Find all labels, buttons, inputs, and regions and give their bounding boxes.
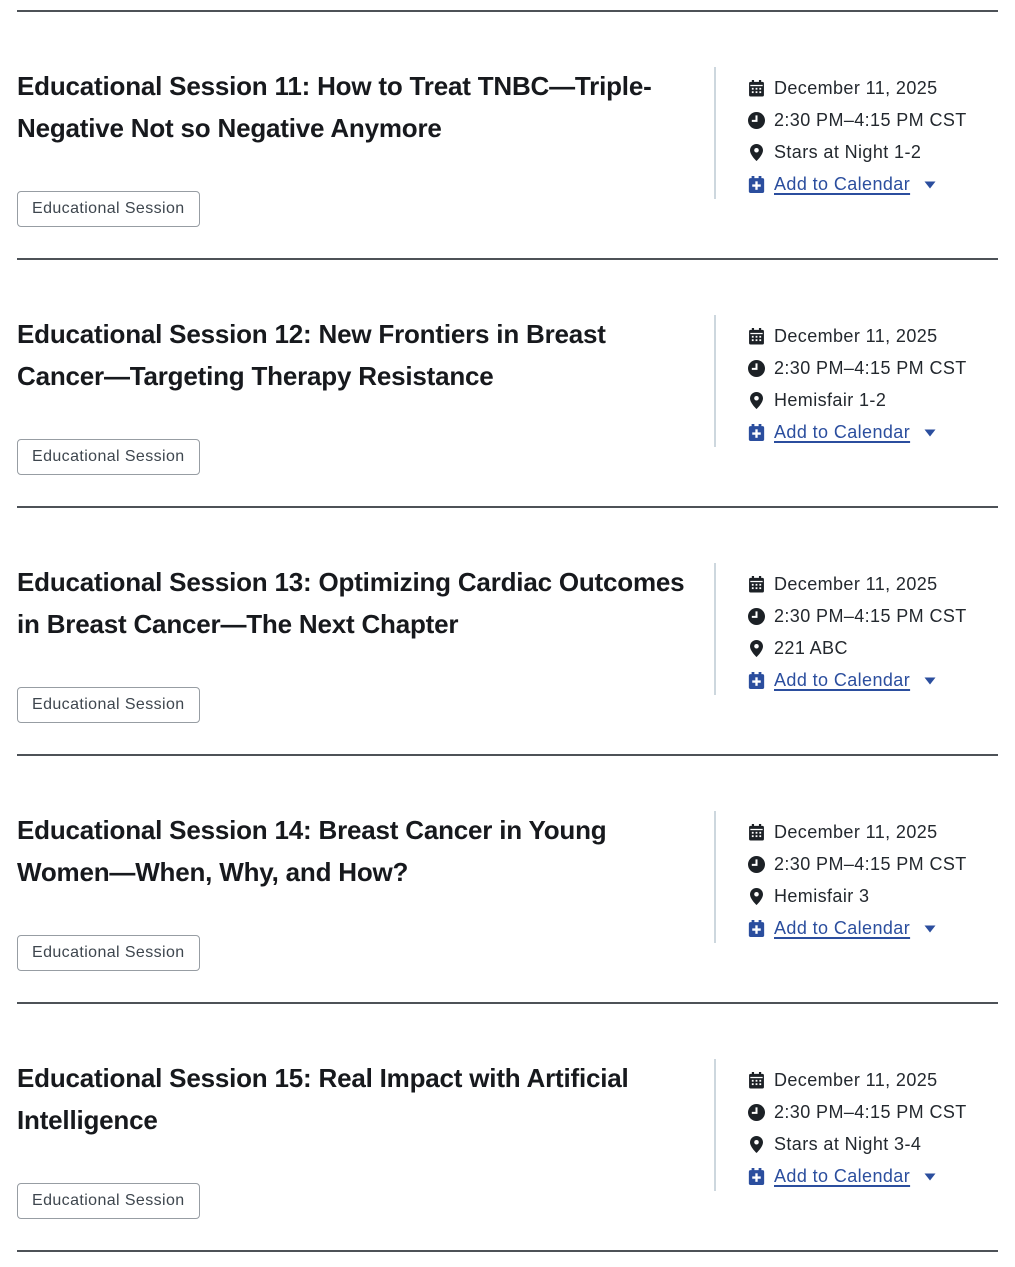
session-meta: [714, 315, 967, 447]
session-location: Hemisfair 1-2: [774, 389, 887, 410]
session-title[interactable]: Educational Session 14: Breast Cancer in Young Women—When, Why, and How?: [17, 815, 607, 887]
session-card: [17, 756, 998, 1002]
session-date-row: [748, 1069, 967, 1091]
session-card: [17, 12, 998, 258]
session-time: 2:30 PM–4:15 PM CST: [774, 605, 967, 626]
location-pin-icon: [748, 640, 765, 657]
divider: [17, 1250, 998, 1252]
session-card-main: [17, 809, 714, 971]
session-date-row: [748, 821, 967, 843]
session-time: 2:30 PM–4:15 PM CST: [774, 853, 967, 874]
session-time: 2:30 PM–4:15 PM CST: [774, 1101, 967, 1122]
add-calendar-icon[interactable]: [748, 1168, 765, 1185]
session-card-main: [17, 313, 714, 475]
location-pin-icon: [748, 144, 765, 161]
session-location-row: [748, 1133, 967, 1155]
calendar-icon: [748, 824, 765, 841]
session-location-row: [748, 885, 967, 907]
session-date-row: [748, 325, 967, 347]
session-title[interactable]: Educational Session 15: Real Impact with Artificial Intelligence: [17, 1063, 629, 1135]
session-card-main: [17, 65, 714, 227]
session-card-main: [17, 1057, 714, 1219]
session-time-row: [748, 109, 967, 131]
location-pin-icon: [748, 888, 765, 905]
session-meta: [714, 67, 967, 199]
session-meta: [714, 811, 967, 943]
calendar-icon: [748, 1072, 765, 1089]
chevron-down-icon[interactable]: [924, 677, 936, 685]
session-date: December 11, 2025: [774, 1069, 938, 1090]
location-pin-icon: [748, 392, 765, 409]
session-card-main: [17, 561, 714, 723]
location-pin-icon: [748, 1136, 765, 1153]
add-to-calendar-row[interactable]: [748, 917, 967, 939]
session-time-row: [748, 357, 967, 379]
add-to-calendar-link[interactable]: Add to Calendar: [774, 917, 911, 938]
clock-icon: [748, 608, 765, 625]
calendar-icon: [748, 576, 765, 593]
clock-icon: [748, 112, 765, 129]
clock-icon: [748, 360, 765, 377]
chevron-down-icon[interactable]: [924, 925, 936, 933]
session-date-row: [748, 573, 967, 595]
chevron-down-icon[interactable]: [924, 1173, 936, 1181]
session-type-badge: Educational Session: [17, 191, 200, 227]
session-location: Stars at Night 3-4: [774, 1133, 922, 1154]
session-meta: [714, 1059, 967, 1191]
session-title[interactable]: Educational Session 13: Optimizing Cardiac Outcomes in Breast Cancer—The Next Chapter: [17, 567, 685, 639]
session-location: Stars at Night 1-2: [774, 141, 922, 162]
session-date: December 11, 2025: [774, 573, 938, 594]
session-location-row: [748, 637, 967, 659]
session-type-badge: Educational Session: [17, 439, 200, 475]
session-location-row: [748, 141, 967, 163]
session-time-row: [748, 605, 967, 627]
session-meta: [714, 563, 967, 695]
session-title[interactable]: Educational Session 12: New Frontiers in Breast Cancer—Targeting Therapy Resistance: [17, 319, 606, 391]
session-location-row: [748, 389, 967, 411]
session-card: [17, 260, 998, 506]
session-time-row: [748, 853, 967, 875]
clock-icon: [748, 1104, 765, 1121]
add-to-calendar-row[interactable]: [748, 1165, 967, 1187]
session-title[interactable]: Educational Session 11: How to Treat TNBC—Triple-Negative Not so Negative Anymore: [17, 71, 652, 143]
session-location: Hemisfair 3: [774, 885, 870, 906]
add-to-calendar-row[interactable]: [748, 173, 967, 195]
add-calendar-icon[interactable]: [748, 920, 765, 937]
add-to-calendar-row[interactable]: [748, 421, 967, 443]
session-card: [17, 1004, 998, 1250]
add-calendar-icon[interactable]: [748, 424, 765, 441]
session-date-row: [748, 77, 967, 99]
add-to-calendar-link[interactable]: Add to Calendar: [774, 669, 911, 690]
add-calendar-icon[interactable]: [748, 176, 765, 193]
add-to-calendar-link[interactable]: Add to Calendar: [774, 173, 911, 194]
session-time: 2:30 PM–4:15 PM CST: [774, 109, 967, 130]
session-time: 2:30 PM–4:15 PM CST: [774, 357, 967, 378]
session-card: [17, 508, 998, 754]
session-time-row: [748, 1101, 967, 1123]
session-date: December 11, 2025: [774, 77, 938, 98]
clock-icon: [748, 856, 765, 873]
add-calendar-icon[interactable]: [748, 672, 765, 689]
chevron-down-icon[interactable]: [924, 429, 936, 437]
add-to-calendar-row[interactable]: [748, 669, 967, 691]
session-date: December 11, 2025: [774, 325, 938, 346]
session-type-badge: Educational Session: [17, 1183, 200, 1219]
calendar-icon: [748, 80, 765, 97]
chevron-down-icon[interactable]: [924, 181, 936, 189]
session-date: December 11, 2025: [774, 821, 938, 842]
add-to-calendar-link[interactable]: Add to Calendar: [774, 1165, 911, 1186]
session-type-badge: Educational Session: [17, 687, 200, 723]
session-location: 221 ABC: [774, 637, 848, 658]
calendar-icon: [748, 328, 765, 345]
add-to-calendar-link[interactable]: Add to Calendar: [774, 421, 911, 442]
session-type-badge: Educational Session: [17, 935, 200, 971]
